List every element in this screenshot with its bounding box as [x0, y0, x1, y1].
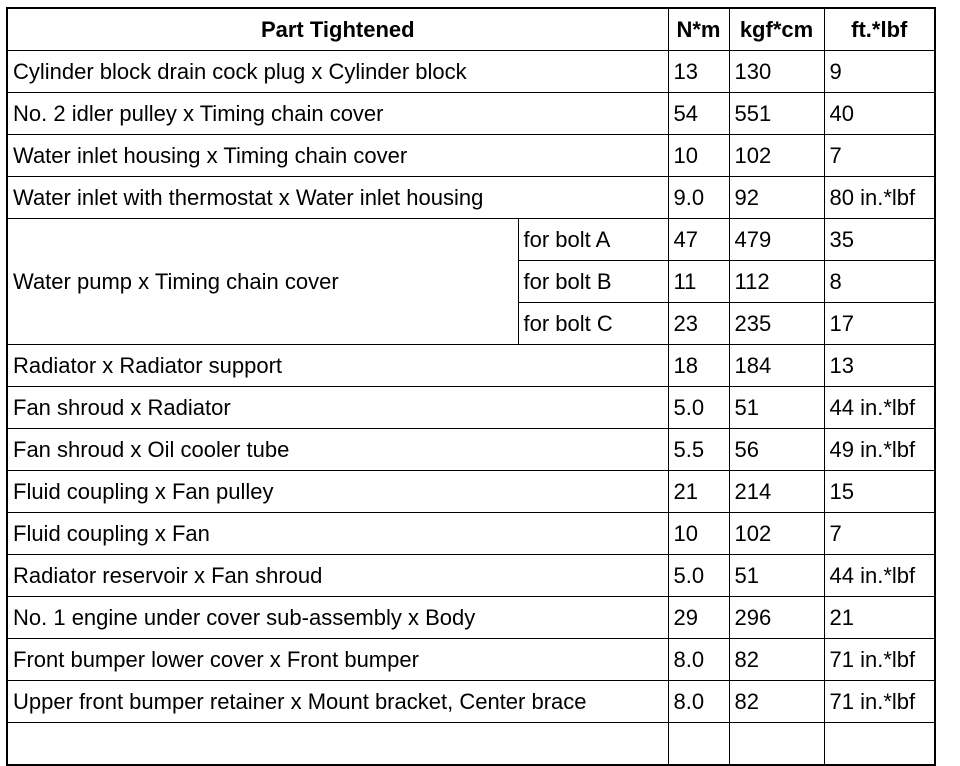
nm-cell: 5.0: [668, 387, 729, 429]
table-row: [7, 597, 935, 639]
kgf-cell: 112: [729, 261, 824, 303]
nm-cell: 23: [668, 303, 729, 345]
header-part-tightened: Part Tightened: [7, 8, 668, 51]
kgf-cell: 92: [729, 177, 824, 219]
ft-cell: 40: [824, 93, 935, 135]
table-row: [7, 639, 935, 681]
table-row: [7, 429, 935, 471]
part-cell: Fluid coupling x Fan pulley: [7, 471, 668, 513]
header-ft-lbf: ft.*lbf: [824, 8, 935, 51]
torque-specification-table: [6, 7, 936, 766]
ft-cell: 21: [824, 597, 935, 639]
table-row: [7, 93, 935, 135]
ft-cell: 17: [824, 303, 935, 345]
nm-cell: 5.5: [668, 429, 729, 471]
nm-cell: 13: [668, 51, 729, 93]
ft-cell: 13: [824, 345, 935, 387]
kgf-cell: 235: [729, 303, 824, 345]
part-cell: Upper front bumper retainer x Mount bracket, Center brace: [7, 681, 668, 723]
table-row: [7, 51, 935, 93]
kgf-cell: 56: [729, 429, 824, 471]
part-cell: Fluid coupling x Fan: [7, 513, 668, 555]
ft-cell: [824, 723, 935, 766]
kgf-cell: 102: [729, 513, 824, 555]
ft-cell: 9: [824, 51, 935, 93]
part-cell: Front bumper lower cover x Front bumper: [7, 639, 668, 681]
table-row: [7, 723, 935, 766]
nm-cell: 54: [668, 93, 729, 135]
ft-cell: 71 in.*lbf: [824, 639, 935, 681]
ft-cell: 71 in.*lbf: [824, 681, 935, 723]
part-cell: No. 2 idler pulley x Timing chain cover: [7, 93, 668, 135]
sub-part-cell: for bolt B: [518, 261, 668, 303]
kgf-cell: 184: [729, 345, 824, 387]
kgf-cell: 102: [729, 135, 824, 177]
part-cell: No. 1 engine under cover sub-assembly x Body: [7, 597, 668, 639]
part-cell: Cylinder block drain cock plug x Cylinder block: [7, 51, 668, 93]
table-row: [7, 681, 935, 723]
kgf-cell: 51: [729, 387, 824, 429]
header-kgf-cm: kgf*cm: [729, 8, 824, 51]
nm-cell: 8.0: [668, 681, 729, 723]
part-cell: Radiator x Radiator support: [7, 345, 668, 387]
ft-cell: 15: [824, 471, 935, 513]
part-cell: Water inlet with thermostat x Water inlet housing: [7, 177, 668, 219]
ft-cell: 7: [824, 513, 935, 555]
part-cell: Water pump x Timing chain cover: [7, 219, 518, 345]
kgf-cell: 296: [729, 597, 824, 639]
ft-cell: 8: [824, 261, 935, 303]
kgf-cell: 82: [729, 639, 824, 681]
nm-cell: 21: [668, 471, 729, 513]
nm-cell: 47: [668, 219, 729, 261]
nm-cell: [668, 723, 729, 766]
ft-cell: 49 in.*lbf: [824, 429, 935, 471]
table-row: [7, 513, 935, 555]
table-row: [7, 471, 935, 513]
nm-cell: 10: [668, 135, 729, 177]
table-row: [7, 135, 935, 177]
table-row: [7, 555, 935, 597]
nm-cell: 5.0: [668, 555, 729, 597]
part-cell: Radiator reservoir x Fan shroud: [7, 555, 668, 597]
nm-cell: 29: [668, 597, 729, 639]
ft-cell: 44 in.*lbf: [824, 387, 935, 429]
nm-cell: 11: [668, 261, 729, 303]
part-cell: Water inlet housing x Timing chain cover: [7, 135, 668, 177]
ft-cell: 44 in.*lbf: [824, 555, 935, 597]
table-row: [7, 219, 935, 261]
kgf-cell: 82: [729, 681, 824, 723]
kgf-cell: 214: [729, 471, 824, 513]
table-row: [7, 345, 935, 387]
kgf-cell: 551: [729, 93, 824, 135]
header-nm: N*m: [668, 8, 729, 51]
ft-cell: 35: [824, 219, 935, 261]
sub-part-cell: for bolt C: [518, 303, 668, 345]
part-cell: Fan shroud x Radiator: [7, 387, 668, 429]
kgf-cell: 479: [729, 219, 824, 261]
part-cell: [7, 723, 668, 766]
table-row: [7, 387, 935, 429]
ft-cell: 80 in.*lbf: [824, 177, 935, 219]
kgf-cell: 51: [729, 555, 824, 597]
kgf-cell: [729, 723, 824, 766]
header-row: [7, 8, 935, 51]
nm-cell: 9.0: [668, 177, 729, 219]
nm-cell: 18: [668, 345, 729, 387]
sub-part-cell: for bolt A: [518, 219, 668, 261]
nm-cell: 10: [668, 513, 729, 555]
part-cell: Fan shroud x Oil cooler tube: [7, 429, 668, 471]
nm-cell: 8.0: [668, 639, 729, 681]
table-row: [7, 177, 935, 219]
ft-cell: 7: [824, 135, 935, 177]
kgf-cell: 130: [729, 51, 824, 93]
